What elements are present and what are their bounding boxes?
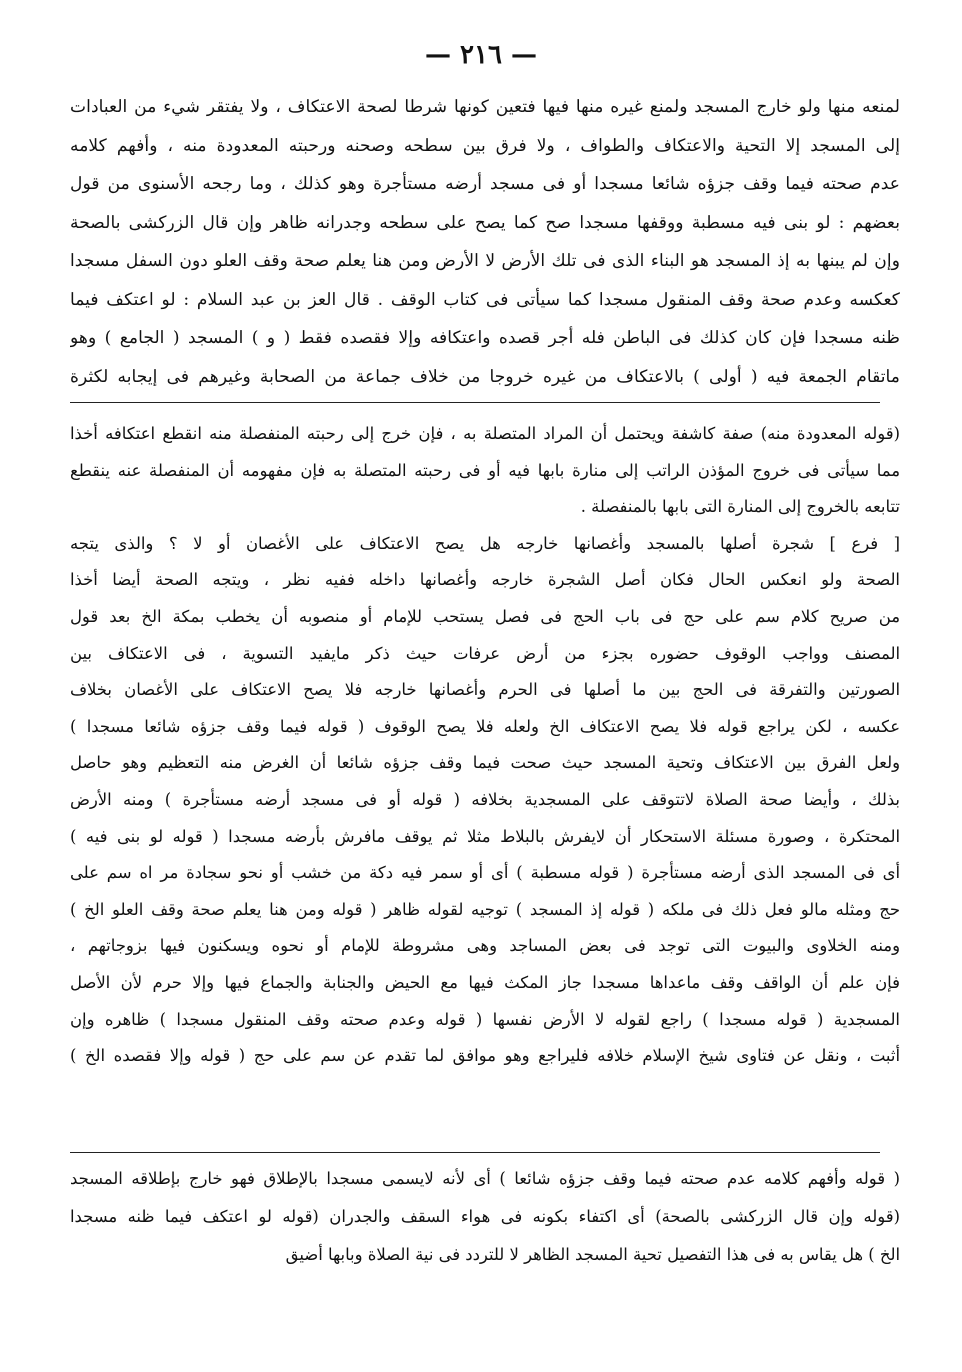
text-line: ( قوله وأفهم كلامه عدم صحته فيما وقف جزؤه شائعا ) أى لأنه لايسمى مسجدا بالإطلاق فهو خارج بإطلاقه المسجد: [70, 1169, 900, 1188]
text-line: وإن لم يبنها به إذ المسجد هو البناء الذى فى تلك الأرض لا الأرض ومن هنا يعلم صحة وقف العلو دون السفل مسجدا: [70, 251, 900, 271]
page-number: — ٢١٦ —: [424, 40, 538, 70]
text-line: إلى المسجد إلا التحية والاعتكاف والطواف ، ولا فرق بين سطحه وصحنه ورحبته المعدودة منه ، وأفهم كلامه: [70, 135, 900, 156]
text-line: حج ومثله مالو فعل ذلك فى ملكه ( قوله إذ المسجد ) توجيه لقوله ظاهر ( قوله ومن هنا يعلم صحة وقف العلو الخ ): [70, 899, 900, 919]
commentary-text: [70, 416, 900, 1075]
text-line: أى فى المسجد الذى أرضه مستأجرة ( قوله مسطبة ) أى أو سمر فيه دكة من خشب أو نحو سجادة مر اه سم على: [70, 863, 900, 883]
text-line: الصحة ولو انعكس الحال فكان أصل الشجرة خارجه وأغصانها داخله ففيه نظر ، ويتجه الصحة أيضا أخذا: [70, 570, 900, 590]
text-line: من صريح كلام سم على حج فى باب الحج فى فصل يستحب للإمام أو منصوبه أن يخطب بمكة الخ بعد قول: [70, 606, 900, 626]
text-line: ماتقام الجمعة فيه ( أولى ) بالاعتكاف من غيره خروجا من خلاف جماعة من الصحابة وغيرهم فى إيجابه لكثرة: [70, 366, 900, 387]
text-line: ظنه مسجدا فإن كان كذلك فى الباطن فله أجر قصده واعتكافه وإلا فقصده فقط ( و ) المسجد ( الجامع ) وهو: [70, 328, 900, 348]
text-line: الخ ) هل يقاس به فى هذا التفصيل تحية المسجد الظاهر لا للتردد فى نية الصلاة وبابها أضيق: [285, 1245, 900, 1264]
text-line: بذلك ، وأيضا صحة الصلاة لاتتوقف على المسجدية بخلافه ( قوله أو فى مسجد أرضه مستأجرة ) ومنه الأرض: [70, 789, 900, 809]
text-line: [ فرع ] شجرة أصلها بالمسجد وأغصانها خارجه هل يصح الاعتكاف على الأغصان أو لا ؟ والذى يتجه: [70, 533, 900, 553]
divider-rule: [70, 402, 880, 403]
text-line: ولعل الفرق بين الاعتكاف وتحية المسجد حيث صحت فيما وقف جزؤه شائعا أن الغرض منه التعظيم وهو حاصل: [70, 753, 900, 773]
text-line: المسجدية ( قوله مسجدا ) راجع لقوله لا الأرض نفسها ( قوله وعدم صحته وقف المنقول مسجدا ) ظاهره وإن: [70, 1009, 900, 1029]
text-line: ومنه الخلاوى والبيوت التى توجد فى بعض المساجد وهى مشروطة للإمام أو نحوه ويسكنون فيها بزوجاتهم ،: [70, 936, 900, 956]
text-line: (قوله المعدودة منه) صفة كاشفة ويحتمل أن المراد المتصلة به ، فإن خرج إلى رحبته المنفصلة منه انقطع اعتكافه أخذا: [70, 424, 900, 443]
text-line: فإن علم أن الواقف وقف ماعداها مسجدا جاز المكث فيها مع الحيض والجنابة والجماع فيها وإلا حرم لأن الأصل: [70, 972, 900, 992]
text-line: لمنعه منها ولو خارج المسجد ولمنع غيره منها فيها فتعين كونها شرطا لصحة الاعتكاف ، ولا يفتقر شيء من العبادات: [70, 97, 900, 117]
text-line: عكسه ، لكن يراجع قوله فلا يصح الاعتكاف الخ ولعله فلا يصح الوقوف ( قوله فيما وقف جزؤه شائعا مسجدا ): [70, 716, 900, 736]
text-line: عدم صحته فيما وقف جزؤه شائعا مسجدا أو فى مسجد أرضه مستأجرة وهو كذلك ، وما رجحه الأسنوى من قول: [70, 174, 900, 194]
text-line: تتابعه بالخروج إلى المنارة التى بابها بالمنفصلة .: [580, 497, 900, 517]
text-line: مما سيأتى فى خروج المؤذن الراتب إلى منارة بابها فيه أو فى رحبته المتصلة به فإن مفهومه أن المنفصلة عنه ينقطع: [70, 460, 900, 480]
footnote-text: [70, 1160, 900, 1274]
text-line: المصنف وواجب الوقوف حضوره بجزء من أرض عرفات حيث ذكر مايفيد التسوية ، فى الاعتكاف بين: [70, 643, 900, 663]
text-line: (قوله وإن قال الزركشى بالصحة) أى اكتفاء بكونه فى هواء السقف والجدران (قوله لو اعتكف فيما ظنه مسجدا: [70, 1207, 900, 1226]
text-line: بعضهم : لو بنى فيه مسطبة ووقفها مسجدا صح كما يصح على سطحه وجدرانه ظاهر وإن قال الزركشى بالصحة: [70, 212, 900, 233]
text-line: أثبت ، ونقل عن فتاوى شيخ الإسلام خلافه فليراجع وهو موافق لما تقدم عن سم على حج ( قوله وإلا فقصده الخ ): [70, 1046, 900, 1066]
text-line: المحتكرة ، وصورة مسئلة الاستحكار أن لايفرش بالبلاط مثلا ثم يوقف مافرش بأرضه مسجدا ( قوله لو بنى فيه ): [70, 826, 900, 846]
text-line: الصورتين والتفرقة فى الحج بين ما أصلها فى الحرم وأغصانها خارجه فلا يصح الاعتكاف على الأغصان بخلاف: [70, 680, 900, 700]
text-line: كعكسه وعدم صحة وقف المنقول مسجدا كما سيأتى فى كتاب الوقف . قال العز بن عبد السلام : لو اعتكف فيما: [70, 289, 900, 310]
main-text: [70, 88, 900, 396]
divider-rule: [70, 1152, 880, 1153]
